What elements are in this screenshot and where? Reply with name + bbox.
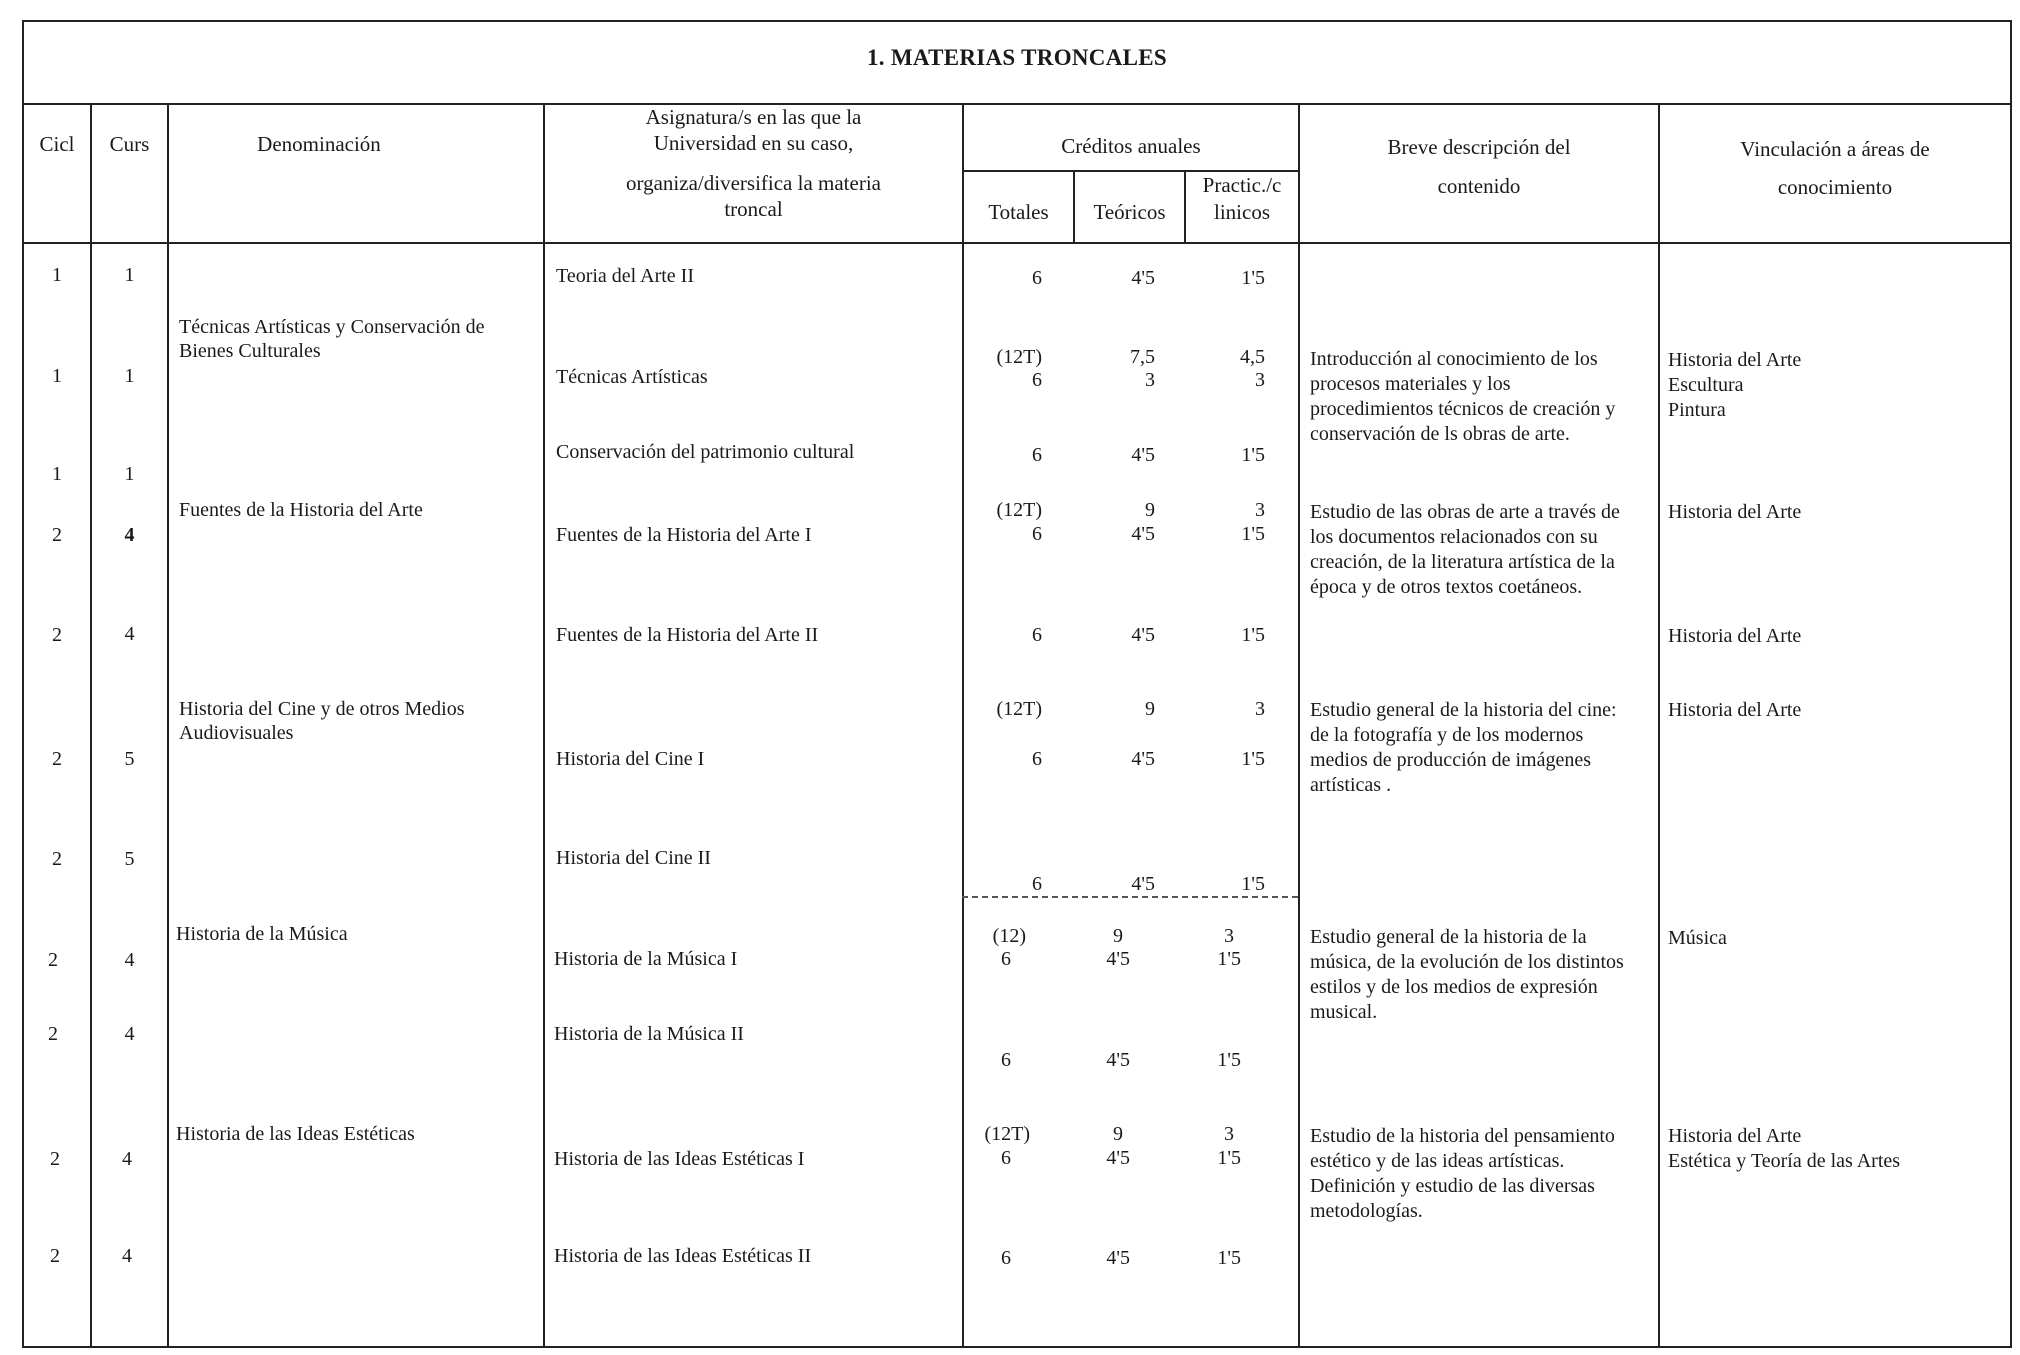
asignatura-teoricos: 3: [1145, 369, 1155, 391]
header-totales: Totales: [988, 200, 1049, 224]
asignatura-curso: 1: [124, 365, 135, 387]
materia-descripcion: los documentos relacionados con su: [1310, 526, 1598, 548]
materia-totales: (12): [992, 925, 1026, 947]
asignatura-curso: 4: [124, 1023, 135, 1045]
materia-denominacion: Historia del Cine y de otros Medios: [179, 698, 465, 720]
materia-teoricos: 9: [1113, 1123, 1123, 1145]
asignatura-totales: 6: [1001, 1247, 1011, 1269]
asignatura-totales: 6: [1001, 948, 1011, 970]
asignatura-totales: 6: [1032, 873, 1042, 895]
header-asignaturas-line-3: organiza/diversifica la materia: [626, 171, 881, 195]
table-bottom-border: [22, 1346, 2012, 1348]
asignatura-teoricos: 4'5: [1131, 267, 1155, 289]
materia-descripcion: Estudio general de la historia del cine:: [1310, 699, 1617, 721]
materia-descripcion: Estudio general de la historia de la: [1310, 926, 1587, 948]
asignatura-teoricos: 4'5: [1131, 748, 1155, 770]
header-teoricos: Teóricos: [1093, 200, 1166, 224]
asignatura-ciclo: 1: [52, 264, 62, 286]
col-divider-descripcion: [1658, 103, 1660, 1348]
materia-descripcion: época y de otros textos coetáneos.: [1310, 576, 1583, 598]
materia-totales: (12T): [996, 346, 1042, 368]
asignatura-teoricos: 4'5: [1131, 444, 1155, 466]
asignatura-nombre: Conservación del patrimonio cultural: [556, 441, 855, 463]
materia-descripcion: Estudio de la historia del pensamiento: [1310, 1125, 1615, 1147]
materia-descripcion: de la fotografía y de los modernos: [1310, 724, 1584, 746]
materia-descripcion: Estudio de las obras de arte a través de: [1310, 501, 1620, 523]
header-descripcion-line-1: Breve descripción del: [1387, 135, 1571, 159]
asignatura-totales: 6: [1032, 748, 1042, 770]
asignatura-ciclo: 2: [52, 524, 62, 546]
materia-descripcion: artísticas .: [1310, 774, 1392, 796]
col-divider-curso: [167, 103, 169, 1348]
asignatura-practicos: 1'5: [1241, 748, 1265, 770]
asignatura-curso: 1: [124, 463, 135, 485]
asignatura-nombre: Fuentes de la Historia del Arte II: [556, 624, 819, 646]
asignatura-nombre: Historia de las Ideas Estéticas I: [554, 1148, 805, 1170]
asignatura-curso: 4: [122, 1148, 132, 1170]
asignatura-curso: 4: [124, 524, 135, 546]
asignatura-curso: 1: [124, 264, 135, 286]
materia-teoricos: 9: [1145, 698, 1155, 720]
asignatura-curso: 5: [124, 848, 135, 870]
table-title: 1. MATERIAS TRONCALES: [866, 45, 1168, 70]
header-creditos-anuales: Créditos anuales: [1061, 134, 1201, 158]
asignatura-curso: 4: [124, 949, 135, 971]
materia-descripcion: conservación de ls obras de arte.: [1310, 423, 1570, 445]
asignatura-ciclo: 2: [50, 1148, 60, 1170]
materia-descripcion: música, de la evolución de los distintos: [1310, 951, 1624, 973]
asignatura-nombre: Historia de la Música II: [554, 1023, 744, 1045]
asignatura-ciclo: 2: [52, 748, 62, 770]
materia-practicos: 3: [1224, 925, 1234, 947]
materia-practicos: 3: [1224, 1123, 1234, 1145]
header-asignaturas-line-2: Universidad en su caso,: [653, 131, 854, 155]
asignatura-practicos: 1'5: [1241, 624, 1265, 646]
asignatura-ciclo: 2: [48, 1023, 58, 1045]
asignatura-practicos: 1'5: [1217, 948, 1241, 970]
materia-totales: (12T): [996, 499, 1042, 521]
materia-teoricos: 9: [1113, 925, 1123, 947]
materia-descripcion: estético y de las ideas artísticas.: [1310, 1150, 1565, 1172]
asignatura-totales: 6: [1032, 267, 1042, 289]
asignatura-practicos: 1'5: [1241, 523, 1265, 545]
header-asignaturas-line-4: troncal: [724, 197, 783, 221]
asignatura-ciclo: 2: [52, 624, 62, 646]
asignatura-teoricos: 4'5: [1106, 1049, 1130, 1071]
materia-descripcion: metodologías.: [1310, 1200, 1423, 1222]
asignatura-practicos: 1'5: [1241, 444, 1265, 466]
section-break-dashed-rule: [962, 896, 1298, 898]
asignatura-practicos: 1'5: [1241, 873, 1265, 895]
materia-descripcion: estilos y de los medios de expresión: [1310, 976, 1598, 998]
materia-totales: (12T): [996, 698, 1042, 720]
header-bottom-rule: [22, 242, 2012, 244]
asignatura-curso: 4: [124, 623, 135, 645]
asignatura-totales: 6: [1032, 369, 1042, 391]
materia-area: Escultura: [1668, 374, 1744, 396]
asignatura-ciclo: 2: [52, 848, 62, 870]
asignatura-ciclo: 1: [52, 463, 62, 485]
asignatura-nombre: Historia de las Ideas Estéticas II: [554, 1245, 812, 1267]
asignatura-teoricos: 4'5: [1106, 1247, 1130, 1269]
asignatura-curso: 5: [124, 748, 135, 770]
header-vinculacion-line-1: Vinculación a áreas de: [1740, 137, 1930, 161]
materia-denominacion: Bienes Culturales: [179, 340, 321, 362]
materia-area: Historia del Arte: [1668, 1125, 1802, 1147]
asignatura-nombre: Técnicas Artísticas: [556, 366, 708, 388]
asignatura-totales: 6: [1032, 444, 1042, 466]
asignatura-totales: 6: [1032, 624, 1042, 646]
asignatura-teoricos: 4'5: [1106, 1147, 1130, 1169]
materia-denominacion: Técnicas Artísticas y Conservación de: [179, 316, 485, 338]
materia-area: Historia del Arte: [1668, 699, 1802, 721]
asignatura-curso: 4: [122, 1245, 132, 1267]
header-practicos-line-2: linicos: [1214, 200, 1270, 224]
asignatura-totales: 6: [1032, 523, 1042, 545]
materia-totales: (12T): [984, 1123, 1030, 1145]
title-bottom-rule: [22, 103, 2012, 105]
materia-area: Música: [1668, 927, 1727, 949]
asignatura-teoricos: 4'5: [1131, 873, 1155, 895]
asignatura-area: Historia del Arte: [1668, 625, 1802, 647]
materia-teoricos: 7,5: [1130, 346, 1155, 368]
asignatura-totales: 6: [1001, 1049, 1011, 1071]
materia-denominacion: Historia de las Ideas Estéticas: [176, 1123, 415, 1145]
asignatura-practicos: 3: [1255, 369, 1265, 391]
materia-denominacion: Historia de la Música: [176, 923, 348, 945]
materia-denominacion: Audiovisuales: [179, 722, 294, 744]
materia-descripcion: musical.: [1310, 1001, 1378, 1023]
asignatura-ciclo: 2: [50, 1245, 60, 1267]
asignatura-nombre: Historia del Cine II: [556, 847, 711, 869]
materia-descripcion: procesos materiales y los: [1310, 373, 1511, 395]
materia-teoricos: 9: [1145, 499, 1155, 521]
header-curso: Curs: [109, 132, 150, 156]
materia-descripcion: procedimientos técnicos de creación y: [1310, 398, 1616, 420]
header-practicos-line-1: Practic./c: [1202, 173, 1282, 197]
header-asignaturas-line-1: Asignatura/s en las que la: [645, 105, 862, 129]
asignatura-teoricos: 4'5: [1106, 948, 1130, 970]
materia-descripcion: creación, de la literatura artística de la: [1310, 551, 1615, 573]
header-vinculacion-line-2: conocimiento: [1777, 175, 1893, 199]
asignatura-ciclo: 2: [48, 949, 58, 971]
materia-area: Pintura: [1668, 399, 1726, 421]
asignatura-practicos: 1'5: [1217, 1247, 1241, 1269]
materia-practicos: 4,5: [1240, 346, 1265, 368]
materia-practicos: 3: [1255, 499, 1265, 521]
header-ciclo: Cicl: [39, 132, 75, 156]
asignatura-practicos: 1'5: [1217, 1147, 1241, 1169]
table-top-border: [22, 20, 2012, 22]
materia-descripcion: Definición y estudio de las diversas: [1310, 1175, 1595, 1197]
materia-descripcion: Introducción al conocimiento de los: [1310, 348, 1598, 370]
materia-area: Estética y Teoría de las Artes: [1668, 1150, 1901, 1172]
asignatura-practicos: 1'5: [1241, 267, 1265, 289]
asignatura-nombre: Historia de la Música I: [554, 948, 738, 970]
col-divider-creditos: [1298, 103, 1300, 1348]
asignatura-totales: 6: [1001, 1147, 1011, 1169]
asignatura-nombre: Fuentes de la Historia del Arte I: [556, 524, 812, 546]
asignatura-teoricos: 4'5: [1131, 624, 1155, 646]
asignatura-nombre: Historia del Cine I: [556, 748, 705, 770]
asignatura-practicos: 1'5: [1217, 1049, 1241, 1071]
materia-denominacion: Fuentes de la Historia del Arte: [179, 499, 423, 521]
asignatura-nombre: Teoria del Arte II: [556, 265, 694, 287]
materia-area: Historia del Arte: [1668, 501, 1802, 523]
materia-descripcion: medios de producción de imágenes: [1310, 749, 1592, 771]
materia-practicos: 3: [1255, 698, 1265, 720]
table-right-border: [2010, 20, 2012, 1348]
asignatura-teoricos: 4'5: [1131, 523, 1155, 545]
materia-area: Historia del Arte: [1668, 349, 1802, 371]
col-divider-denominacion: [543, 103, 545, 1348]
asignatura-ciclo: 1: [52, 365, 62, 387]
header-denominacion: Denominación: [257, 132, 381, 156]
header-descripcion-line-2: contenido: [1437, 174, 1521, 198]
